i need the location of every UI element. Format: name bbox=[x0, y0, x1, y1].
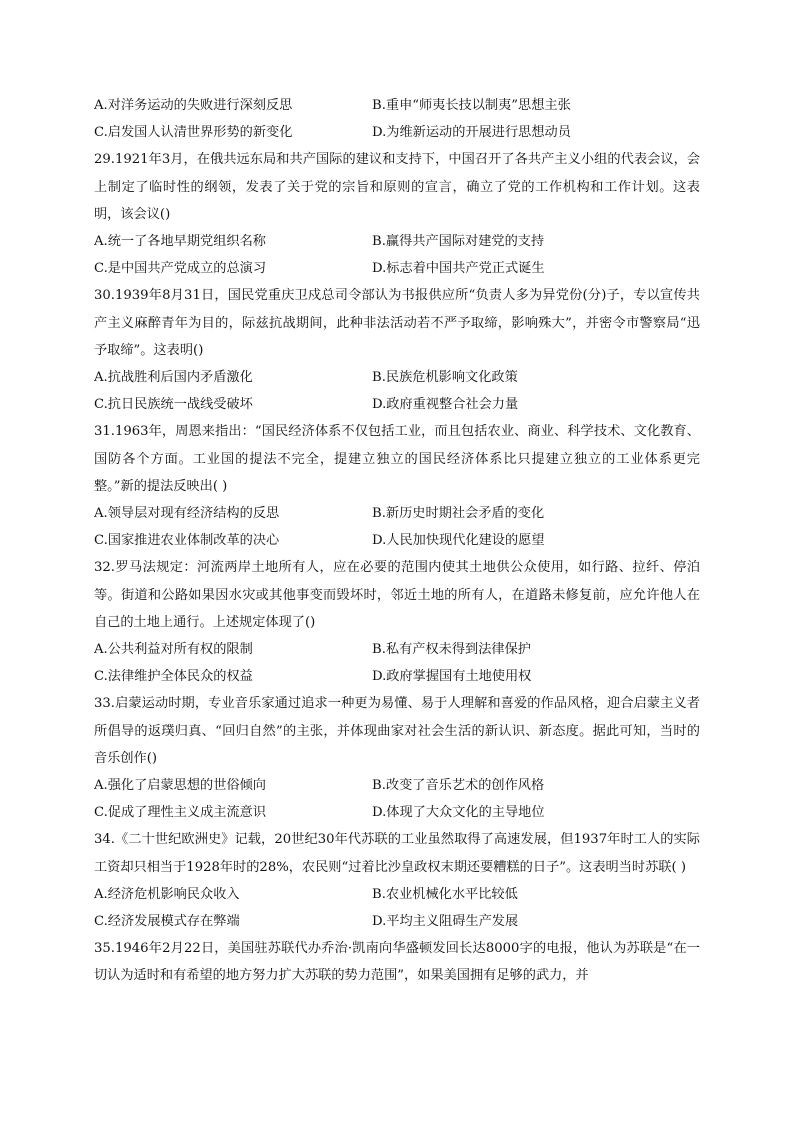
option-left: C.是中国共产党成立的总演习 bbox=[94, 261, 267, 277]
option-left: A.抗战胜利后国内矛盾激化 bbox=[94, 369, 253, 385]
option-row bbox=[94, 908, 700, 935]
option-right: B.改变了音乐艺术的创作风格 bbox=[372, 777, 545, 793]
question-stem: 34.《二十世纪欧洲史》记载，20世纪30年代苏联的工业虽然取得了高速发展，但1937年时工人的实际工资却只相当于1928年时的28%，农民则“过着比沙皇政权末期还要糟糕的日子”。这表明当时苏联( ) bbox=[94, 832, 700, 875]
option-right: D.标志着中国共产党正式诞生 bbox=[372, 261, 545, 277]
option-row bbox=[94, 663, 700, 690]
option-left: A.领导层对现有经济结构的反思 bbox=[94, 505, 280, 521]
option-right: B.赢得共产国际对建党的支持 bbox=[372, 233, 545, 249]
option-row bbox=[94, 500, 700, 527]
option-row bbox=[94, 527, 700, 554]
option-row bbox=[94, 772, 700, 799]
option-right: B.私有产权未得到法律保护 bbox=[372, 641, 531, 657]
option-right: D.为维新运动的开展进行思想动员 bbox=[372, 125, 571, 141]
option-row bbox=[94, 255, 700, 282]
option-row bbox=[94, 119, 700, 146]
option-row bbox=[94, 636, 700, 663]
option-row bbox=[94, 881, 700, 908]
option-left: A.经济危机影响民众收入 bbox=[94, 886, 240, 902]
option-left: A.公共利益对所有权的限制 bbox=[94, 641, 253, 657]
option-left: C.促成了理性主义成主流意识 bbox=[94, 805, 267, 821]
option-right: B.重申“师夷长技以制夷”思想主张 bbox=[372, 98, 571, 113]
exam-page bbox=[94, 92, 700, 989]
question-stem: 29.1921年3月，在俄共远东局和共产国际的建议和支持下，中国召开了各共产主义小组的代表会议，会上制定了临时性的纲领，发表了关于党的宗旨和原则的宣言，确立了党的工作机构和工作计划。这表明，该会议() bbox=[94, 152, 700, 222]
option-right: D.平均主义阻碍生产发展 bbox=[372, 913, 519, 929]
option-right: D.政府重视整合社会力量 bbox=[372, 397, 519, 413]
option-left: C.启发国人认清世界形势的新变化 bbox=[94, 125, 293, 141]
option-left: A.统一了各地早期党组织名称 bbox=[94, 233, 266, 249]
option-row bbox=[94, 391, 700, 418]
option-left: C.经济发展模式存在弊端 bbox=[94, 913, 240, 929]
option-row bbox=[94, 228, 700, 255]
option-right: B.新历史时期社会矛盾的变化 bbox=[372, 505, 545, 521]
option-left: C.抗日民族统一战线受破坏 bbox=[94, 397, 253, 413]
question-stem: 30.1939年8月31日，国民党重庆卫戍总司令部认为书报供应所“负责人多为异党份(分)子，专以宣传共产主义麻醉青年为目的，际兹抗战期间，此种非法活动若不严予取缔，影响殊大”，并密令市警察局“迅予取缔”。这表明() bbox=[94, 288, 700, 358]
option-right: B.农业机械化水平比较低 bbox=[372, 886, 518, 902]
option-right: D.政府掌握国有土地使用权 bbox=[372, 669, 532, 685]
option-right: D.人民加快现代化建设的愿望 bbox=[372, 533, 545, 549]
option-row bbox=[94, 364, 700, 391]
option-left: A.对洋务运动的失败进行深刻反思 bbox=[94, 98, 293, 113]
option-right: B.民族危机影响文化政策 bbox=[372, 369, 518, 385]
question-stem: 35.1946年2月22日，美国驻苏联代办乔治·凯南向华盛顿发回长达8000字的电报，他认为苏联是“在一切认为适时和有希望的地方努力扩大苏联的势力范围”，如果美国拥有足够的武力，并 bbox=[94, 941, 700, 984]
option-right: D.体现了大众文化的主导地位 bbox=[372, 805, 545, 821]
option-left: A.强化了启蒙思想的世俗倾向 bbox=[94, 777, 266, 793]
question-stem: 33.启蒙运动时期，专业音乐家通过追求一种更为易懂、易于人理解和喜爱的作品风格，迎合启蒙主义者所倡导的返璞归真、“回归自然”的主张，并体现曲家对社会生活的新认识、新态度。据此可知，当时的音乐创作() bbox=[94, 696, 700, 766]
option-row bbox=[94, 92, 700, 119]
question-stem: 32.罗马法规定：河流两岸土地所有人，应在必要的范围内使其土地供公众使用，如行路、拉纤、停泊等。街道和公路如果因水灾或其他事变而毁坏时，邻近土地的所有人，在道路未修复前，应允许他人在自己的土地上通行。上述规定体现了() bbox=[94, 560, 700, 630]
option-left: C.法律维护全体民众的权益 bbox=[94, 669, 253, 685]
option-left: C.国家推进农业体制改革的决心 bbox=[94, 533, 280, 549]
question-stem: 31.1963年，周恩来指出：“国民经济体系不仅包括工业，而且包括农业、商业、科学技术、文化教育、国防各个方面。工业国的提法不完全，提建立独立的国民经济体系比只提建立独立的工业体系更完整。”新的提法反映出( ) bbox=[94, 424, 700, 494]
option-row bbox=[94, 799, 700, 826]
